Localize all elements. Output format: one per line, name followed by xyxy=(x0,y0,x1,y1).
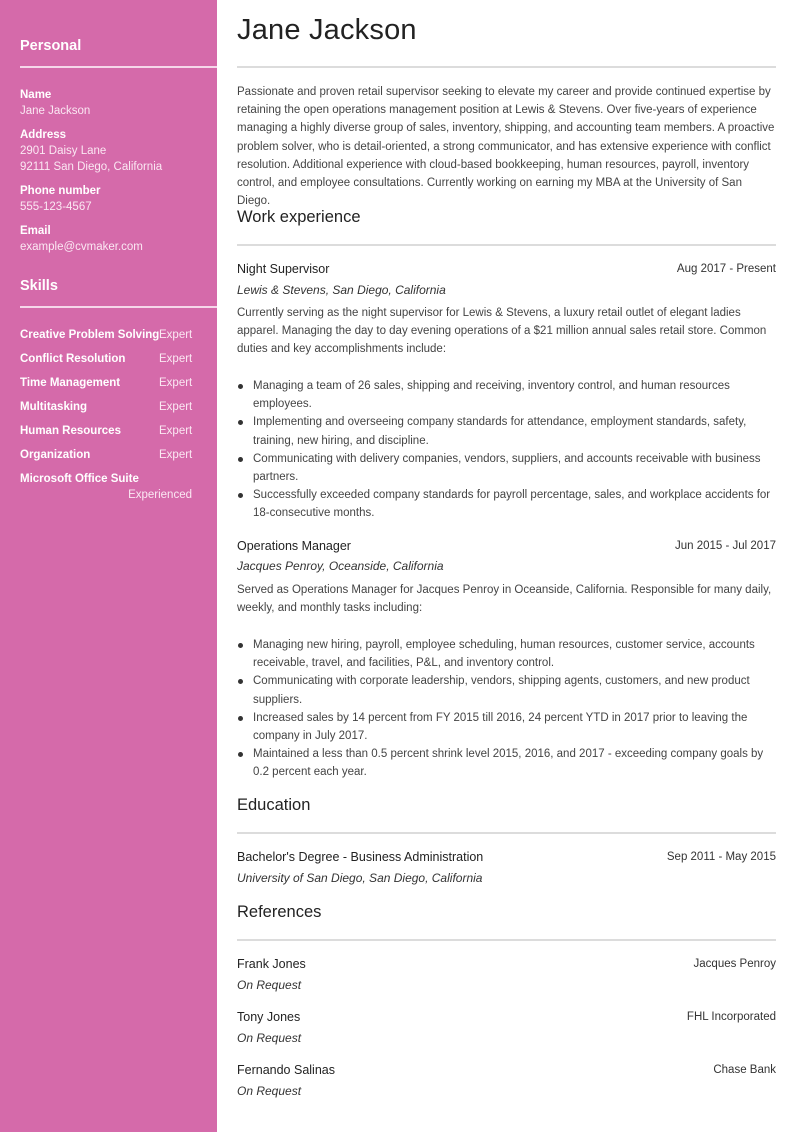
reference-company: Chase Bank xyxy=(713,1064,776,1076)
header-divider xyxy=(237,66,776,68)
job-bullet: Implementing and overseeing company standards for attendance, employment standards, safety, training, new hiring, and discipline. xyxy=(237,413,777,449)
skill-name: Organization xyxy=(20,449,91,461)
field-value: Jane Jackson xyxy=(20,105,91,117)
field-value: 92111 San Diego, California xyxy=(20,161,163,173)
job-bullet: Maintained a less than 0.5 percent shrink level 2015, 2016, and 2017 - exceeding company goals by 0.2 percent each year. xyxy=(237,745,777,781)
skill-name: Human Resources xyxy=(20,425,121,437)
job-bullet: Managing a team of 26 sales, shipping and receiving, inventory control, and human resources employees. xyxy=(237,377,777,413)
skill-name: Conflict Resolution xyxy=(20,353,126,365)
reference-company: Jacques Penroy xyxy=(693,958,776,970)
personal-phone-field xyxy=(20,183,210,215)
reference-name: Frank Jones xyxy=(237,957,306,971)
personal-section-title: Personal xyxy=(20,38,82,54)
job-company: Lewis & Stevens, San Diego, California xyxy=(237,283,446,297)
job-bullets xyxy=(237,636,777,782)
field-value: example@cvmaker.com xyxy=(20,241,143,253)
field-value: 2901 Daisy Lane xyxy=(20,145,107,157)
profile-summary: Passionate and proven retail supervisor seeking to elevate my career and provide continued expertise by retaining the open operations management position at Lewis & Stevens. Over five-years of experience managing a highly diverse group of sales, inventory, shipping, and accounting team members. A proactive problem solver, who is detail-oriented, a strong communicator, and has extensive experience with conflict resolution. Additional experience with cloud-based bookkeeping, human resources, payroll, inventory control, and employee consultations. Currently working on earning my MBA at the University of San Diego. xyxy=(237,86,775,208)
job-dates: Aug 2017 - Present xyxy=(676,263,776,275)
reference-contact: On Request xyxy=(237,1084,302,1098)
job-company: Jacques Penroy, Oceanside, California xyxy=(237,559,444,573)
education-header xyxy=(237,850,776,868)
skill-item xyxy=(20,471,192,505)
reference-contact: On Request xyxy=(237,1031,302,1045)
field-label: Email xyxy=(20,225,51,237)
reference-header xyxy=(237,1063,776,1081)
skill-name: Multitasking xyxy=(20,401,88,413)
skill-name: Time Management xyxy=(20,377,121,389)
job-bullet: Communicating with delivery companies, vendors, suppliers, and accounts receivable with business partners. xyxy=(237,450,777,486)
job-bullet: Communicating with corporate leadership, vendors, shipping agents, customers, and new product suppliers. xyxy=(237,672,777,708)
education-title: Education xyxy=(237,796,311,814)
job-bullets xyxy=(237,377,777,523)
skill-level: Experienced xyxy=(128,489,192,501)
references-title: References xyxy=(237,903,322,921)
education-school: University of San Diego, San Diego, California xyxy=(237,871,483,885)
field-value: 555-123-4567 xyxy=(20,201,92,213)
skill-name: Creative Problem Solving xyxy=(20,329,160,341)
field-label: Phone number xyxy=(20,185,101,197)
job-bullet: Successfully exceeded company standards for payroll percentage, sales, and workplace accidents for 18-consecutive months. xyxy=(237,486,777,522)
education-dates: Sep 2011 - May 2015 xyxy=(666,851,776,863)
job-description: Currently serving as the night supervisor for Lewis & Stevens, a luxury retail outlet of elegant ladies apparel. Managing the day to day evening operations of a $21 million annual sales retail store. Common duties and key accomplishments include: xyxy=(237,307,767,356)
reference-name: Tony Jones xyxy=(237,1010,301,1024)
job-bullet: Increased sales by 14 percent from FY 2015 till 2016, 24 percent YTD in 2017 prior to leaving the company in July 2017. xyxy=(237,709,777,745)
job-header xyxy=(237,539,776,557)
reference-header xyxy=(237,957,776,975)
education-divider xyxy=(237,832,776,834)
resume-name: Jane Jackson xyxy=(237,14,417,46)
personal-name-field xyxy=(20,87,210,119)
sidebar xyxy=(0,0,217,1132)
references-divider xyxy=(237,939,776,941)
job-title: Night Supervisor xyxy=(237,262,330,276)
reference-company: FHL Incorporated xyxy=(686,1011,776,1023)
skill-level: Expert xyxy=(159,449,193,461)
personal-email-field xyxy=(20,223,210,255)
work-divider xyxy=(237,244,776,246)
skill-name: Microsoft Office Suite xyxy=(20,473,139,485)
reference-name: Fernando Salinas xyxy=(237,1063,335,1077)
work-experience-title: Work experience xyxy=(237,208,361,226)
job-description: Served as Operations Manager for Jacques Penroy in Oceanside, California. Responsible for many daily, weekly, and monthly tasks including: xyxy=(237,584,772,615)
field-label: Name xyxy=(20,89,52,101)
job-header xyxy=(237,262,776,280)
skills-divider xyxy=(20,306,217,308)
skills-section-title: Skills xyxy=(20,278,58,294)
job-title: Operations Manager xyxy=(237,539,351,553)
reference-header xyxy=(237,1010,776,1028)
job-bullet: Managing new hiring, payroll, employee scheduling, human resources, customer service, accounts receivable, travel, and facilities, P&L, and inventory control. xyxy=(237,636,777,672)
skill-level: Expert xyxy=(159,353,193,365)
personal-address-field xyxy=(20,127,210,175)
skill-level: Expert xyxy=(159,425,193,437)
skill-level: Expert xyxy=(159,401,193,413)
job-dates: Jun 2015 - Jul 2017 xyxy=(674,540,776,552)
skill-level: Expert xyxy=(159,329,193,341)
personal-divider xyxy=(20,66,217,68)
degree-title: Bachelor's Degree - Business Administration xyxy=(237,850,484,864)
skill-level: Expert xyxy=(159,377,193,389)
reference-contact: On Request xyxy=(237,978,302,992)
field-label: Address xyxy=(20,129,67,141)
